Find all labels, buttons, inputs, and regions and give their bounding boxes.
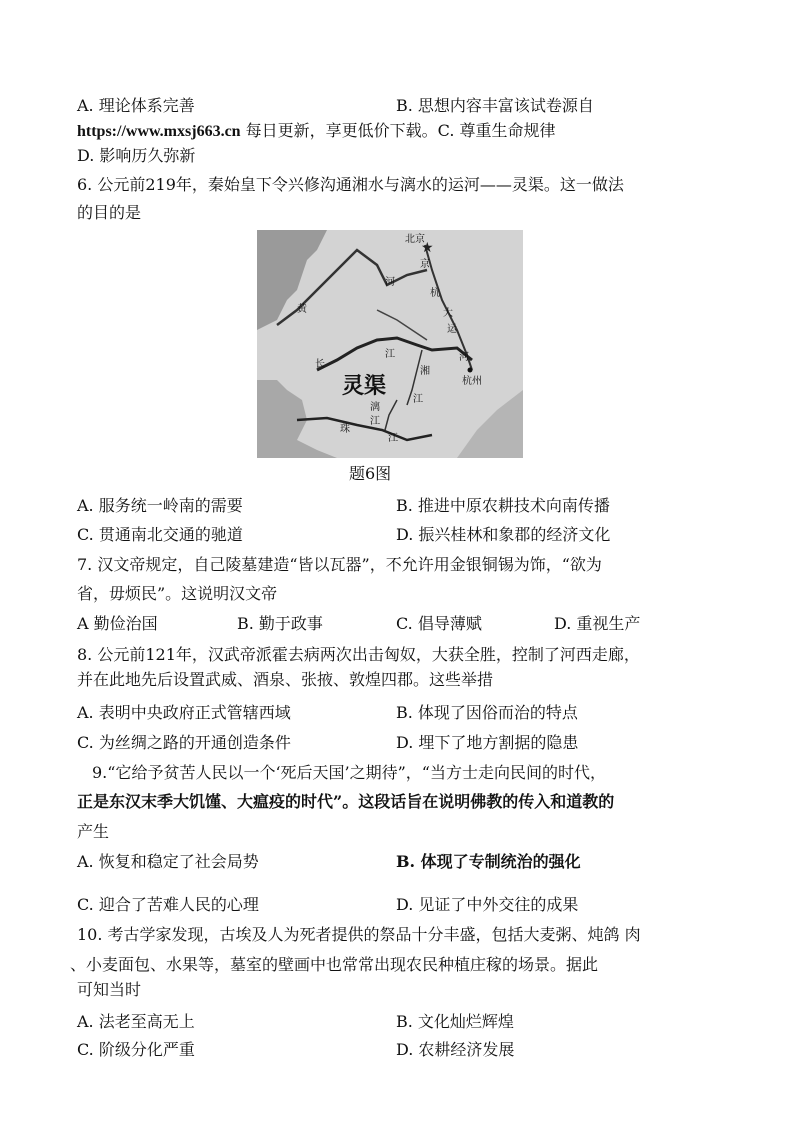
q8-stem-line-2: 并在此地先后设置武威、酒泉、张掖、敦煌四郡。这些举措 bbox=[77, 670, 494, 689]
q6-stem-line-2: 的目的是 bbox=[77, 203, 142, 222]
q5-option-d: D. 影响历久弥新 bbox=[77, 146, 196, 165]
q10-option-c: C. 阶级分化严重 bbox=[77, 1040, 195, 1059]
q8-option-c: C. 为丝绸之路的开通创造条件 bbox=[77, 733, 291, 752]
q6-option-d: D. 振兴桂林和象郡的经济文化 bbox=[396, 525, 611, 544]
q7-stem-line-1: 7. 汉文帝规定，自己陵墓建造“皆以瓦器”，不允许用金银铜锡为饰，“欲为 bbox=[77, 555, 602, 574]
q7-option-b: B. 勤于政事 bbox=[237, 614, 323, 633]
svg-text:★: ★ bbox=[421, 240, 434, 256]
q9-stem-line-3: 产生 bbox=[77, 822, 110, 841]
source-url: https://www.mxsj663.cn bbox=[77, 123, 241, 140]
q6-option-b: B. 推进中原农耕技术向南传播 bbox=[396, 496, 610, 515]
lingqu-map-figure bbox=[257, 230, 523, 458]
q10-stem-line-2: 、小麦面包、水果等，墓室的壁画中也常常出现农民种植庄稼的场景。据此 bbox=[70, 955, 599, 974]
map-label: 杭州 bbox=[462, 376, 482, 387]
map-label: 长 bbox=[315, 359, 325, 370]
q10-stem-line-1: 10. 考古学家发现，古埃及人为死者提供的祭品十分丰盛，包括大麦粥、炖鸽 肉 bbox=[77, 925, 641, 944]
q9-option-b: B. 体现了专制统治的强化 bbox=[396, 852, 581, 871]
q8-option-a: A. 表明中央政府正式管辖西域 bbox=[77, 703, 291, 722]
q6-option-a: A. 服务统一岭南的需要 bbox=[77, 496, 243, 515]
map-label: 河 bbox=[385, 277, 395, 288]
q5-option-a: A. 理论体系完善 bbox=[77, 96, 195, 115]
map-label: 江 bbox=[370, 416, 380, 427]
map-label: 黄 bbox=[297, 304, 307, 315]
q9-option-c: C. 迎合了苦难人民的心理 bbox=[77, 895, 259, 914]
map-label: 京 bbox=[420, 259, 430, 270]
map-label: 漓 bbox=[370, 402, 380, 413]
q6-option-c: C. 贯通南北交通的驰道 bbox=[77, 525, 243, 544]
map-label: 湘 bbox=[420, 366, 430, 377]
map-label: 大 bbox=[443, 308, 453, 319]
q9-stem-line-1: 9.“它给予贫苦人民以一个‘死后天国’之期待”，“当方士走向民间的时代， bbox=[92, 763, 606, 782]
map-label: 珠 bbox=[340, 424, 350, 435]
map-label: 河 bbox=[459, 352, 469, 363]
map-label-lingqu: 灵渠 bbox=[342, 374, 387, 399]
q10-stem-line-3: 可知当时 bbox=[77, 980, 142, 999]
map-label: 江 bbox=[388, 433, 398, 444]
map-label: 江 bbox=[413, 394, 423, 405]
q7-option-a: A 勤俭治国 bbox=[77, 614, 158, 633]
q8-option-b: B. 体现了因俗而治的特点 bbox=[396, 703, 578, 722]
q9-stem-line-2: 正是东汉末季大饥馑、大瘟疫的时代”。这段话旨在说明佛教的传入和道教的 bbox=[77, 792, 615, 811]
q10-option-d: D. 农耕经济发展 bbox=[396, 1040, 515, 1059]
q5-option-c-line: 每日更新，享更低价下载。C. 尊重生命规律 bbox=[240, 121, 556, 140]
q7-option-d: D. 重视生产 bbox=[554, 614, 641, 633]
q5-option-b: B. 思想内容丰富该试卷源自 bbox=[396, 96, 594, 115]
q10-option-b: B. 文化灿烂辉煌 bbox=[396, 1012, 514, 1031]
q7-stem-line-2: 省，毋烦民”。这说明汉文帝 bbox=[77, 584, 278, 603]
map-label: 杭 bbox=[430, 288, 440, 299]
q7-option-c: C. 倡导薄赋 bbox=[396, 614, 482, 633]
q8-option-d: D. 埋下了地方割据的隐患 bbox=[396, 733, 579, 752]
figure-caption: 题6图 bbox=[349, 464, 392, 483]
q6-stem-line-1: 6. 公元前219年，秦始皇下令兴修沟通湘水与漓水的运河——灵渠。这一做法 bbox=[77, 175, 624, 194]
q9-option-d: D. 见证了中外交往的成果 bbox=[396, 895, 579, 914]
map-label: 运 bbox=[447, 324, 457, 335]
q8-stem-line-1: 8. 公元前121年，汉武帝派霍去病两次出击匈奴，大获全胜，控制了河西走廊， bbox=[77, 645, 640, 664]
map-label: 江 bbox=[385, 349, 395, 360]
q9-option-a: A. 恢复和稳定了社会局势 bbox=[77, 852, 259, 871]
q10-option-a: A. 法老至高无上 bbox=[77, 1012, 195, 1031]
map-label: 北京 bbox=[405, 234, 425, 245]
q5-source-line bbox=[77, 121, 556, 142]
